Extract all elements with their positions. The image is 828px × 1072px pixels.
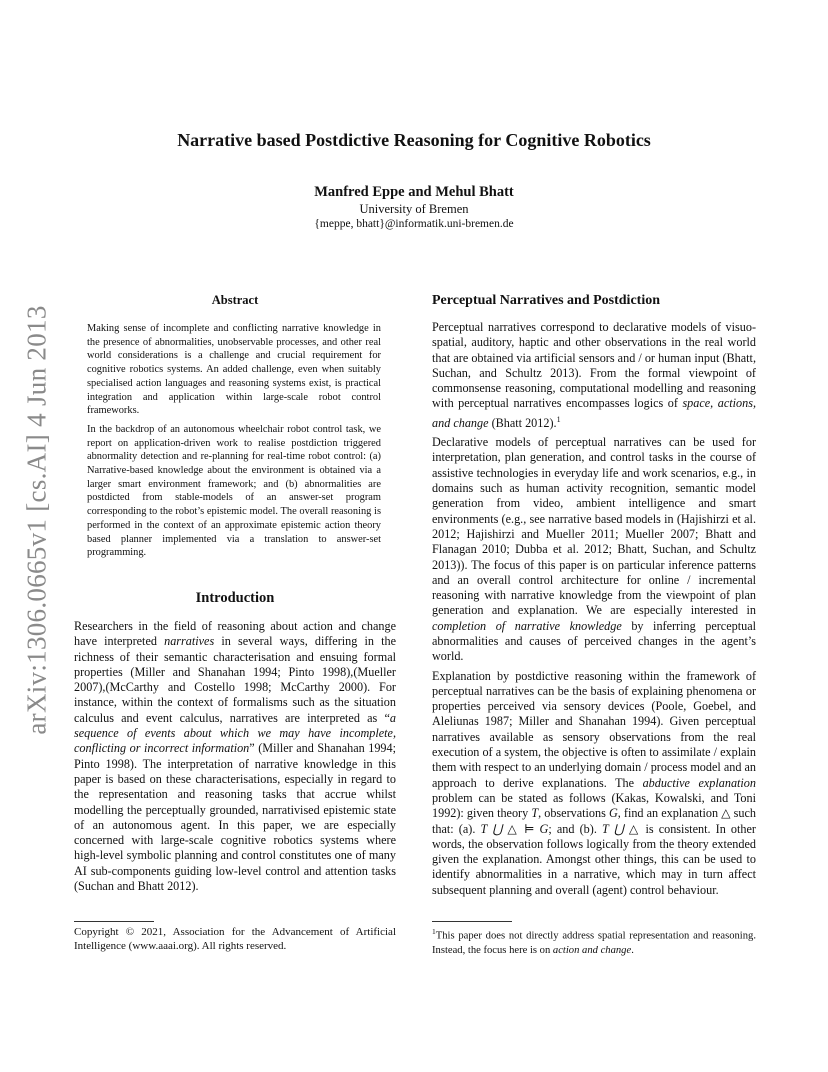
perceptual-paragraph-3 (432, 669, 756, 898)
author-email: {meppe, bhatt}@informatik.uni-bremen.de (314, 218, 514, 230)
copyright-rule (74, 921, 154, 922)
introduction-body (74, 619, 396, 894)
paper-authors: Manfred Eppe and Mehul Bhatt (314, 184, 514, 200)
footnote-text: This paper does not directly address spatial representation and reasoning. Instead, the focus here is on (432, 930, 756, 956)
perceptual-text-segment: (Bhatt 2012). (488, 415, 557, 430)
abstract-heading: Abstract (211, 293, 259, 307)
introduction-paragraph (74, 619, 396, 894)
intro-emphasis-narratives: narratives (164, 634, 215, 649)
perceptual-text-segment: problem can be stated as follows (Kakas, Kowalski, and Toni 1992): given theory (432, 790, 756, 821)
perceptual-text-segment: ; and (b). (548, 821, 603, 836)
math-symbol-theory: T (531, 806, 539, 821)
footnote (432, 925, 756, 958)
paper-title: Narrative based Postdictive Reasoning for Cognitive Robotics (177, 130, 651, 150)
intro-text-segment: ” (Miller and Shanahan 1994; Pinto 1998). The interpretation of narrative knowledge in this paper is based on these characterisations, especially in regard to the representation and reasoning tasks that accrue whilst modelling the perceptually grounded, narrativised epistemic state of an autonomous agent. In this paper, we are especially concerned with large-scale cognitive robotics systems where high-level symbolic planning and control constitutes one of many AI sub-components guiding low-level control and attention tasks (Suchan and Bhatt 2012). (74, 741, 396, 893)
perceptual-text-segment: is consistent. In other words, the observation follows logically from the theory extended given the explanation. Amongst other things, this can be used to identify abnormalities in a narrative, which may in turn affect subsequent planning and overall (agent) control behaviour. (432, 821, 756, 897)
perceptual-paragraph-2 (432, 435, 756, 664)
footnote-marker: 1 (556, 414, 561, 424)
math-symbol-observations: G (608, 806, 618, 821)
arxiv-identifier-stamp (12, 230, 62, 810)
intro-quote-emphasis: a sequence of events about which we may have incomplete, conflicting or incorrect information (74, 710, 396, 756)
introduction-heading: Introduction (195, 589, 275, 606)
footnote-rule (432, 921, 512, 922)
right-column (432, 293, 756, 902)
author-affiliation: University of Bremen (359, 202, 469, 216)
arxiv-identifier-text: arXiv:1306.0665v1 [cs.AI] 4 Jun 2013 (21, 305, 52, 735)
copyright-notice: Copyright © 2021, Association for the Advancement of Artificial Intelligence (www.aaai.org). All rights reserved. (74, 926, 396, 952)
perceptual-emphasis: space, actions, and change (432, 396, 756, 430)
perceptual-narratives-body (432, 320, 756, 898)
perceptual-text-segment: , find an explanation △ such that: (a). (432, 806, 756, 836)
math-formula-union: T ⋃ △ (602, 821, 641, 836)
section-heading-perceptual-narratives: Perceptual Narratives and Postdiction (432, 293, 660, 308)
perceptual-emphasis: completion of narrative knowledge (432, 618, 622, 633)
perceptual-text-segment: Declarative models of perceptual narratives can be used for interpretation, plan generation, and control tasks in the course of assistive technologies in everyday life and work scenarios, e.g., in domains such as human activity recognition, semantic model generation from video, ambient intelligence and smart environments (e.g., see narrative based models in (Hajishirzi et al. 2012; Hajishirzi and Mueller 2011; Mueller 2007; Bhatt and Flanagan 2010; Dubba et al. 2012; Bhatt, Suchan, and Schultz 2013)). The focus of this paper is on particular inference patterns and an overall control architecture for online / incremental reasoning with narrative knowledge from the viewpoint of plan generation and explanation. We are especially interested in (432, 435, 756, 618)
perceptual-text-segment: Explanation by postdictive reasoning within the framework of perceptual narratives can be the basis of explaining phenomena or properties perceived via sensory devices (Poole, Goebel, and Aleliunas 1987; Miller and Shanahan 1994). Given perceptual narratives available as sensory observations from the real execution of a system, the objective is often to assimilate / explain them with respect to an underlying domain / process model and an approach to derive explanations. The (432, 668, 756, 790)
perceptual-paragraph-1 (432, 320, 756, 431)
intro-text-segment: Researchers in the field of reasoning about action and change have interpreted (74, 618, 396, 649)
abstract-paragraph-1: Making sense of incomplete and conflicting narrative knowledge in the presence of abnormalities, unobservable processes, and other real world considerations is a challenge and crucial requirement for cognitive robotics systems. An added challenge, even when suitably specialised action languages and reasoning systems exist, is practical integration and application within large-scale robot control frameworks. (87, 323, 381, 417)
perceptual-text-segment: Perceptual narratives correspond to declarative models of visuo-spatial, auditory, haptic and other observations in the real world that are obtained via artificial sensors and / or human input (Bhatt, Suchan, and Schultz 2013). From the formal viewpoint of commonsense reasoning, computational modelling and reasoning with perceptual narratives encompasses logics of (432, 320, 756, 411)
footnote-number: 1 (432, 927, 436, 936)
perceptual-emphasis: abductive explanation (642, 775, 756, 790)
intro-text-segment: in several ways, differing in the richness of their semantic characterisation and ensuing formal properties (Miller and Shanahan 1994; Pinto 1998),(Mueller 2007),(McCarthy and Costello 1998; McCarthy 2000). For instance, within the context of formalisms such as the situation calculus and event calculus, narratives are interpreted as “ (74, 634, 397, 725)
perceptual-text-segment: , observations (538, 806, 609, 821)
abstract-paragraph-2: In the backdrop of an autonomous wheelchair robot control task, we report on application-driven work to realise postdiction triggered abnormality detection and re-planning for real-time robot control: (a) Narrative-based knowledge about the environment is obtained via a larger smart environment framework; and (b) abnormalities are postdicted from stable-models of an answer-set program corresponding to the robot’s epistemic model. The overall reasoning is performed in the context of an approximate epistemic action theory based planner implemented via a translation to answer-set programming. (87, 423, 381, 559)
footnote-emphasis: action and change (552, 944, 632, 956)
abstract-body (74, 322, 396, 560)
math-formula-entailment: T ⋃ △ ⊨ G (480, 821, 549, 836)
footnote-text: . (631, 944, 634, 956)
perceptual-text-segment: by inferring perceptual abnormalities and causes of perceived changes in the agent’s world. (432, 618, 756, 664)
left-column (74, 293, 396, 898)
